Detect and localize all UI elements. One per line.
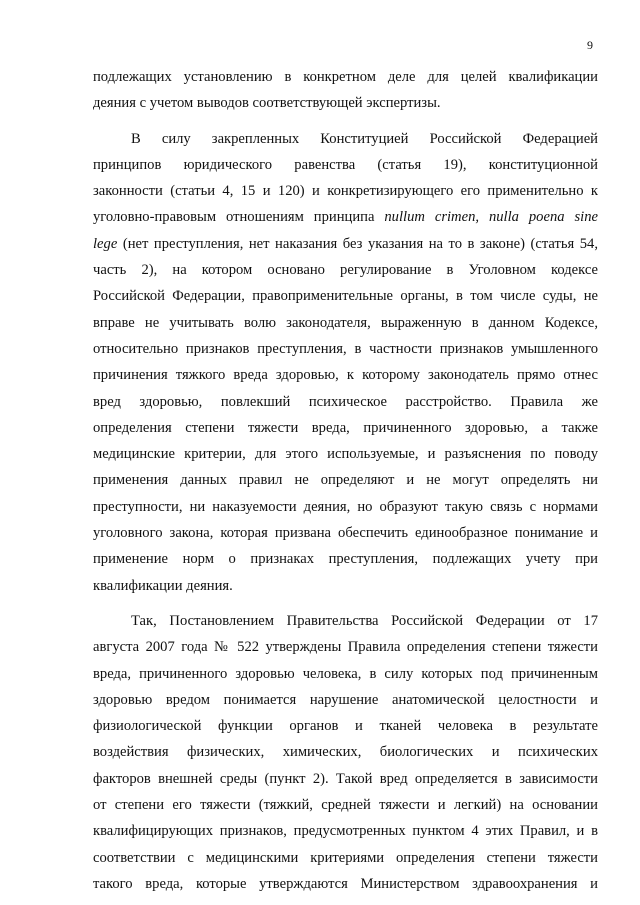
text-line: медицинские критерии, для этого используемые, и разъяснения по поводу (93, 446, 598, 463)
text-line: В силу закрепленных Конституцией Российской Федерацией (131, 130, 598, 147)
text-line: законности (статьи 4, 15 и 120) и конкретизирующего его применительно к (93, 183, 598, 200)
document-body (93, 64, 598, 897)
text-line: факторов внешней среды (пункт 2). Такой вред определяется в зависимости (93, 770, 598, 787)
text-line: физиологической функции органов и тканей человека в результате (93, 718, 598, 735)
text-line: августа 2007 года № 522 утверждены Правила определения степени тяжести (93, 639, 598, 656)
text-line: здоровью вредом понимается нарушение анатомической целостности и (93, 691, 598, 708)
text-line: воздействия физических, химических, биологических и психических (93, 744, 598, 761)
text-line: от степени его тяжести (тяжкий, средней тяжести и легкий) на основании (93, 797, 598, 814)
text-line: Российской Федерации, правоприменительные органы, в том числе суды, не (93, 288, 598, 305)
text-line: вправе не учитывать волю законодателя, выраженную в данном Кодексе, (93, 314, 598, 331)
italic-latin-phrase: nullum crimen, nulla poena sine (384, 209, 598, 226)
paragraph-p2 (93, 126, 598, 599)
paragraph-p1 (93, 64, 598, 117)
text-line (93, 231, 598, 257)
text-line: причинения тяжкого вреда здоровью, к которому законодатель прямо отнес (93, 367, 598, 384)
paragraph-p3 (93, 608, 598, 897)
text-line: применение норм о признаках преступления, подлежащих учету при (93, 551, 598, 568)
text-line: вред здоровью, повлекший психическое расстройство. Правила же (93, 393, 598, 410)
text-line: определения степени тяжести вреда, причиненного здоровью, а также (93, 419, 598, 436)
text-run: уголовно-правовым отношениям принципа (93, 209, 385, 226)
text-line: принципов юридического равенства (статья 19), конституционной (93, 156, 598, 173)
text-line: подлежащих установлению в конкретном деле для целей квалификации (93, 69, 598, 85)
text-line (93, 204, 598, 230)
text-line: квалифицирующих признаков, предусмотренных пунктом 4 этих Правил, и в (93, 823, 598, 840)
text-line: применения данных правил не определяют и не могут определять ни (93, 472, 598, 489)
text-run: (нет преступления, нет наказания без указания на то в законе) (статья 54, (117, 235, 598, 252)
page-number: 9 (587, 38, 593, 52)
text-line: квалификации деяния. (93, 577, 233, 594)
text-line: относительно признаков преступления, в частности признаков умышленного (93, 340, 598, 357)
text-line: вреда, причиненного здоровью человека, в силу которых под причиненным (93, 665, 598, 682)
italic-latin-phrase: lege (93, 235, 118, 252)
text-line: преступности, ни наказуемости деяния, но образуют такую связь с нормами (93, 498, 598, 515)
text-line: деяния с учетом выводов соответствующей экспертизы. (93, 95, 441, 112)
text-line: часть 2), на котором основано регулирование в Уголовном кодексе (93, 262, 598, 279)
text-line: соответствии с медицинскими критериями определения степени тяжести (93, 849, 598, 866)
text-line: такого вреда, которые утверждаются Министерством здравоохранения и (93, 875, 598, 892)
text-line: Так, Постановлением Правительства Российской Федерации от 17 (131, 612, 598, 629)
text-line: уголовного закона, которая призвана обеспечить единообразное понимание и (93, 525, 598, 542)
